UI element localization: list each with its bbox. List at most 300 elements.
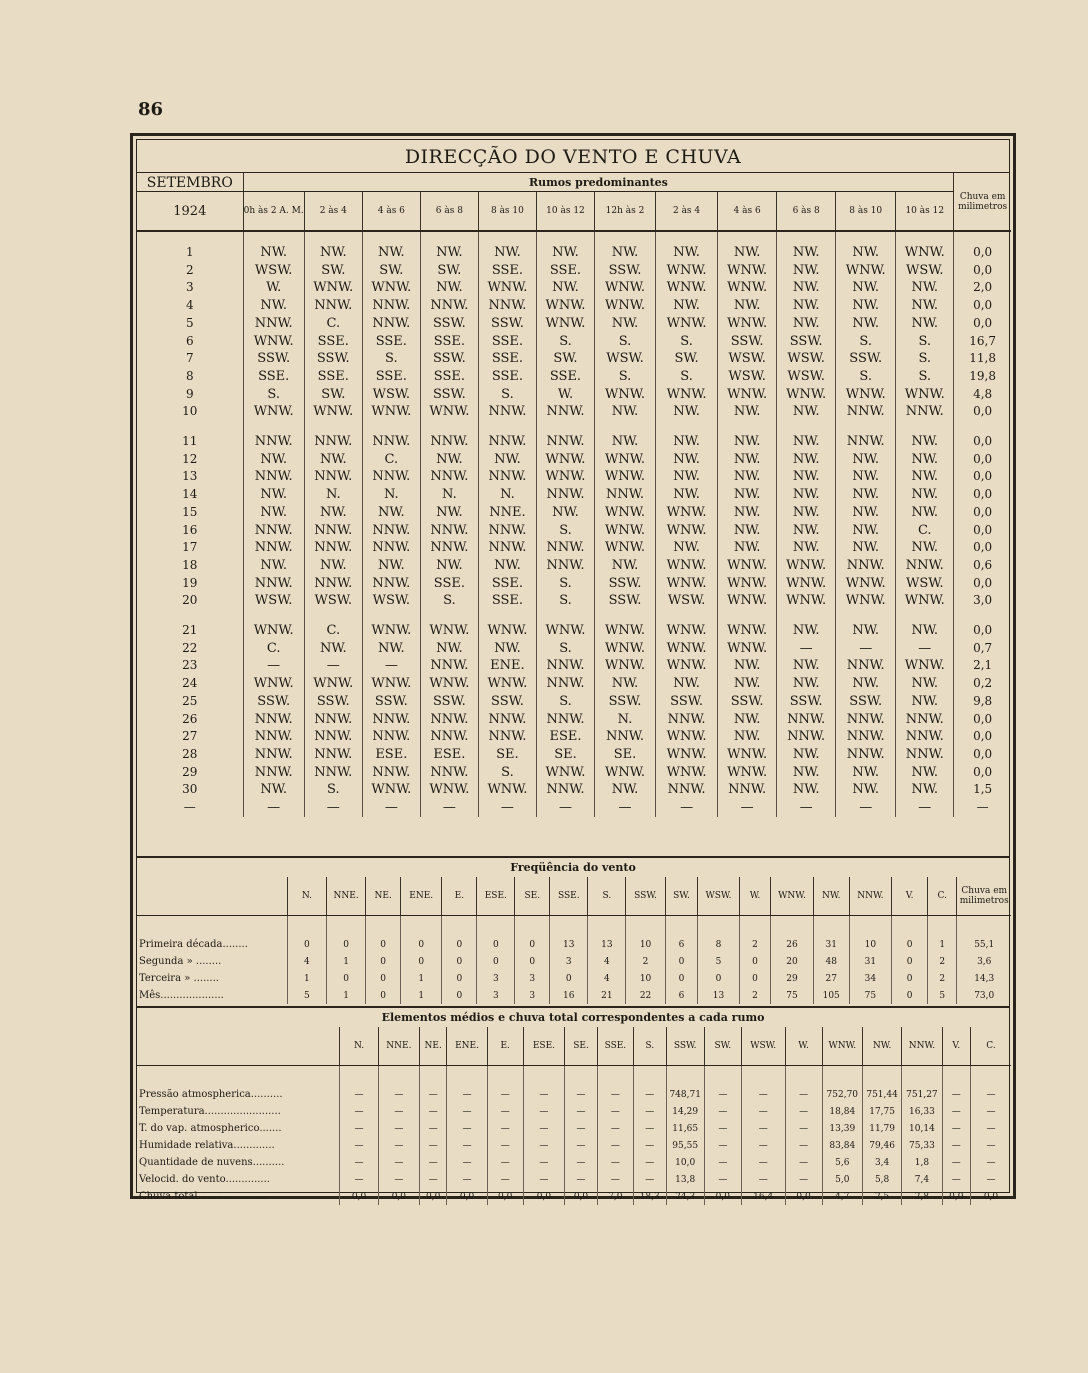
element-cell: — bbox=[704, 1120, 741, 1137]
wind-cell: WNW. bbox=[362, 675, 420, 693]
wind-cell: SSE. bbox=[478, 368, 536, 386]
direction-column-header: WSW. bbox=[741, 1027, 785, 1066]
gap-cell bbox=[718, 610, 777, 622]
wind-cell: WSW. bbox=[362, 386, 420, 404]
day-cell: 8 bbox=[185, 368, 194, 383]
frequency-cell: 0 bbox=[739, 953, 771, 970]
day-cell: 15 bbox=[182, 504, 198, 519]
rain-cell: 0,0 bbox=[954, 315, 1011, 333]
elements-corner bbox=[137, 1027, 340, 1066]
row-label: Pressão atmospherica.......... bbox=[139, 1089, 283, 1100]
element-cell: 24,3 bbox=[666, 1188, 704, 1205]
wind-cell: NW. bbox=[777, 486, 836, 504]
wind-cell: WSW. bbox=[243, 592, 304, 610]
wind-cell: NW. bbox=[243, 297, 304, 315]
element-cell: — bbox=[340, 1137, 378, 1154]
frequency-cell: 20 bbox=[771, 953, 813, 970]
frequency-cell: 0 bbox=[665, 953, 698, 970]
wind-cell: NW. bbox=[777, 539, 836, 557]
rain-cell: 0,0 bbox=[954, 539, 1011, 557]
wind-cell: NNW. bbox=[536, 657, 594, 675]
table-row bbox=[137, 403, 1011, 421]
frequency-cell: 0 bbox=[327, 970, 366, 987]
element-cell: — bbox=[741, 1103, 785, 1120]
wind-cell: WNW. bbox=[478, 279, 536, 297]
element-cell: — bbox=[487, 1120, 523, 1137]
wind-cell: NW. bbox=[718, 486, 777, 504]
table-row bbox=[137, 350, 1011, 368]
gap-cell bbox=[565, 1066, 598, 1087]
wind-cell: NNW. bbox=[836, 746, 896, 764]
wind-cell: NW. bbox=[896, 468, 954, 486]
wind-cell: NNW. bbox=[536, 403, 594, 421]
wind-cell: WNW. bbox=[896, 244, 954, 262]
element-cell: — bbox=[487, 1171, 523, 1188]
wind-cell: NNW. bbox=[304, 297, 362, 315]
wind-cell: NNW. bbox=[243, 539, 304, 557]
wind-cell: NNW. bbox=[420, 711, 478, 729]
wind-cell: C. bbox=[304, 315, 362, 333]
element-cell: — bbox=[378, 1120, 419, 1137]
frequency-cell: 2 bbox=[626, 953, 665, 970]
frequency-title: Freqüência do vento bbox=[137, 856, 1009, 878]
wind-direction-table bbox=[137, 173, 1011, 817]
rain-cell: 73,0 bbox=[957, 987, 1011, 1004]
gap-cell bbox=[597, 1066, 633, 1087]
rain-cell: 9,8 bbox=[954, 693, 1011, 711]
gap-cell bbox=[928, 916, 957, 937]
element-cell: — bbox=[447, 1103, 487, 1120]
table-inner-border bbox=[136, 139, 1010, 1202]
frequency-cell: 2 bbox=[928, 970, 957, 987]
wind-cell: WNW. bbox=[595, 764, 656, 782]
wind-cell: WSW. bbox=[304, 592, 362, 610]
wind-cell: NNW. bbox=[362, 468, 420, 486]
gap-cell bbox=[836, 231, 896, 244]
time-column-header: 12h às 2 bbox=[595, 192, 656, 232]
gap-cell bbox=[137, 421, 243, 433]
wind-cell: NW. bbox=[896, 433, 954, 451]
rain-cell: 0,0 bbox=[954, 522, 1011, 540]
frequency-cell: 6 bbox=[665, 936, 698, 953]
rain-header: Chuva em milimetros bbox=[957, 877, 1011, 916]
wind-cell: WNW. bbox=[595, 386, 656, 404]
day-cell: 13 bbox=[182, 469, 198, 484]
frequency-cell: 48 bbox=[813, 953, 849, 970]
wind-cell: WNW. bbox=[478, 622, 536, 640]
wind-cell: WNW. bbox=[595, 504, 656, 522]
frequency-cell: 2 bbox=[928, 953, 957, 970]
wind-cell: WNW. bbox=[420, 403, 478, 421]
gap-cell bbox=[739, 916, 771, 937]
direction-column-header: N. bbox=[340, 1027, 378, 1066]
day-cell: 6 bbox=[185, 333, 194, 348]
wind-cell: NW. bbox=[836, 675, 896, 693]
wind-cell: NW. bbox=[896, 451, 954, 469]
element-cell: — bbox=[420, 1171, 447, 1188]
gap-cell bbox=[478, 231, 536, 244]
frequency-cell: 10 bbox=[626, 936, 665, 953]
wind-cell: NW. bbox=[836, 279, 896, 297]
wind-cell: SSW. bbox=[304, 350, 362, 368]
wind-cell: S. bbox=[243, 386, 304, 404]
gap-cell bbox=[550, 916, 588, 937]
wind-cell: NNW. bbox=[362, 764, 420, 782]
table-row bbox=[137, 368, 1011, 386]
element-cell: — bbox=[565, 1120, 598, 1137]
wind-cell: SW. bbox=[362, 262, 420, 280]
wind-cell: NNW. bbox=[304, 764, 362, 782]
time-column-header: 6 às 8 bbox=[420, 192, 478, 232]
wind-cell: NW. bbox=[595, 557, 656, 575]
table-row bbox=[137, 746, 1011, 764]
gap-cell bbox=[849, 916, 891, 937]
row-label: Humidade relativa............. bbox=[139, 1140, 275, 1151]
element-cell: — bbox=[633, 1120, 666, 1137]
gap-cell bbox=[633, 1066, 666, 1087]
gap-cell bbox=[813, 916, 849, 937]
element-cell: — bbox=[942, 1120, 970, 1137]
wind-cell: N. bbox=[595, 711, 656, 729]
table-row bbox=[137, 244, 1011, 262]
element-cell: — bbox=[378, 1154, 419, 1171]
wind-cell: SSW. bbox=[777, 693, 836, 711]
element-cell: — bbox=[420, 1120, 447, 1137]
element-cell: — bbox=[970, 1171, 1011, 1188]
frequency-cell: 1 bbox=[327, 953, 366, 970]
frequency-cell: 0 bbox=[401, 953, 442, 970]
element-cell: — bbox=[597, 1137, 633, 1154]
wind-cell: NNW. bbox=[304, 468, 362, 486]
wind-cell: WNW. bbox=[478, 781, 536, 799]
wind-cell: WNW. bbox=[656, 557, 718, 575]
wind-cell: NNW. bbox=[536, 711, 594, 729]
wind-cell: WNW. bbox=[656, 504, 718, 522]
frequency-cell: 8 bbox=[698, 936, 739, 953]
wind-cell: S. bbox=[362, 350, 420, 368]
element-cell: 0,0 bbox=[487, 1188, 523, 1205]
rain-cell: 0,6 bbox=[954, 557, 1011, 575]
wind-cell: NNW. bbox=[595, 728, 656, 746]
direction-column-header: NE. bbox=[366, 877, 401, 916]
wind-cell: WNW. bbox=[362, 403, 420, 421]
frequency-cell: 0 bbox=[442, 953, 477, 970]
wind-cell: S. bbox=[536, 693, 594, 711]
wind-cell: WNW. bbox=[656, 315, 718, 333]
frequency-cell: 1 bbox=[287, 970, 326, 987]
frequency-cell: 0 bbox=[892, 987, 928, 1004]
direction-column-header: NNW. bbox=[849, 877, 891, 916]
element-cell: — bbox=[785, 1137, 822, 1154]
day-cell: 10 bbox=[182, 404, 198, 419]
wind-cell: NNW. bbox=[478, 711, 536, 729]
wind-cell: NW. bbox=[836, 781, 896, 799]
wind-cell: N. bbox=[478, 486, 536, 504]
wind-cell: SSW. bbox=[420, 386, 478, 404]
rain-cell: — bbox=[954, 799, 1011, 817]
wind-cell: NW. bbox=[777, 746, 836, 764]
table-row bbox=[137, 675, 1011, 693]
wind-cell: NW. bbox=[718, 539, 777, 557]
wind-cell: NW. bbox=[896, 504, 954, 522]
wind-cell: SW. bbox=[536, 350, 594, 368]
element-cell: 5,8 bbox=[862, 1171, 901, 1188]
frequency-cell: 0 bbox=[515, 953, 550, 970]
wind-cell: SSW. bbox=[595, 262, 656, 280]
direction-column-header: NNE. bbox=[327, 877, 366, 916]
element-cell: — bbox=[447, 1120, 487, 1137]
wind-cell: S. bbox=[536, 333, 594, 351]
wind-cell: NNW. bbox=[362, 711, 420, 729]
wind-cell: NNW. bbox=[536, 781, 594, 799]
wind-cell: NW. bbox=[243, 451, 304, 469]
rain-cell: 0,0 bbox=[954, 764, 1011, 782]
frequency-cell: 3 bbox=[477, 970, 515, 987]
gap-cell bbox=[478, 421, 536, 433]
wind-cell: — bbox=[718, 799, 777, 817]
wind-cell: N. bbox=[420, 486, 478, 504]
direction-column-header: S. bbox=[588, 877, 626, 916]
wind-cell: NNW. bbox=[243, 728, 304, 746]
element-cell: — bbox=[785, 1120, 822, 1137]
frequency-cell: 3 bbox=[515, 987, 550, 1004]
frequency-cell: 21 bbox=[588, 987, 626, 1004]
gap-cell bbox=[304, 421, 362, 433]
wind-cell: NNW. bbox=[777, 728, 836, 746]
row-gap bbox=[137, 610, 1011, 622]
wind-cell: SSW. bbox=[836, 350, 896, 368]
wind-cell: — bbox=[420, 799, 478, 817]
element-cell: — bbox=[447, 1086, 487, 1103]
wind-cell: WNW. bbox=[777, 557, 836, 575]
wind-cell: SE. bbox=[595, 746, 656, 764]
gap-cell bbox=[447, 1066, 487, 1087]
wind-cell: NW. bbox=[718, 504, 777, 522]
wind-cell: WSW. bbox=[243, 262, 304, 280]
table-row bbox=[137, 386, 1011, 404]
element-cell: — bbox=[378, 1086, 419, 1103]
wind-cell: WNW. bbox=[718, 764, 777, 782]
rain-cell: 16,7 bbox=[954, 333, 1011, 351]
wind-cell: NW. bbox=[777, 522, 836, 540]
wind-cell: NW. bbox=[836, 622, 896, 640]
gap-cell bbox=[536, 421, 594, 433]
element-cell: — bbox=[704, 1086, 741, 1103]
wind-cell: NW. bbox=[896, 539, 954, 557]
wind-cell: NW. bbox=[420, 279, 478, 297]
element-cell: 751,44 bbox=[862, 1086, 901, 1103]
element-cell: — bbox=[970, 1154, 1011, 1171]
direction-column-header: WNW. bbox=[771, 877, 813, 916]
wind-cell: NW. bbox=[656, 433, 718, 451]
element-cell: — bbox=[704, 1137, 741, 1154]
frequency-cell: 3 bbox=[477, 987, 515, 1004]
frequency-cell: 16 bbox=[550, 987, 588, 1004]
gap-cell bbox=[836, 421, 896, 433]
day-cell: 29 bbox=[182, 764, 198, 779]
frequency-cell: 27 bbox=[813, 970, 849, 987]
wind-cell: NW. bbox=[304, 504, 362, 522]
table-row bbox=[137, 1086, 1011, 1103]
wind-cell: WNW. bbox=[420, 622, 478, 640]
wind-cell: NNW. bbox=[896, 711, 954, 729]
element-cell: — bbox=[447, 1137, 487, 1154]
gap-cell bbox=[698, 916, 739, 937]
frequency-cell: 105 bbox=[813, 987, 849, 1004]
direction-column-header: ESE. bbox=[523, 1027, 564, 1066]
frequency-cell: 5 bbox=[287, 987, 326, 1004]
wind-cell: NW. bbox=[478, 451, 536, 469]
day-cell: 30 bbox=[182, 782, 198, 797]
row-label: Quantidade de nuvens.......... bbox=[139, 1157, 285, 1168]
table-row bbox=[137, 504, 1011, 522]
wind-cell: NW. bbox=[718, 711, 777, 729]
table-row bbox=[137, 970, 1011, 987]
wind-cell: NNW. bbox=[718, 781, 777, 799]
element-cell: — bbox=[741, 1154, 785, 1171]
wind-cell: NNW. bbox=[304, 522, 362, 540]
frequency-cell: 2 bbox=[739, 936, 771, 953]
wind-cell: WNW. bbox=[656, 522, 718, 540]
gap-cell bbox=[785, 1066, 822, 1087]
frequency-cell: 0 bbox=[698, 970, 739, 987]
element-cell: — bbox=[942, 1171, 970, 1188]
frequency-cell: 0 bbox=[739, 970, 771, 987]
wind-cell: SSE. bbox=[478, 575, 536, 593]
wind-cell: NW. bbox=[656, 297, 718, 315]
gap-cell bbox=[896, 421, 954, 433]
frequency-cell: 3 bbox=[550, 953, 588, 970]
gap-cell bbox=[515, 916, 550, 937]
wind-cell: N. bbox=[362, 486, 420, 504]
wind-cell: — bbox=[595, 799, 656, 817]
table-row bbox=[137, 1154, 1011, 1171]
wind-cell: NNW. bbox=[304, 746, 362, 764]
gap-cell bbox=[536, 231, 594, 244]
frequency-cell: 0 bbox=[366, 953, 401, 970]
wind-cell: WNW. bbox=[420, 781, 478, 799]
wind-cell: NW. bbox=[536, 279, 594, 297]
table-row bbox=[137, 262, 1011, 280]
wind-cell: SSW. bbox=[478, 315, 536, 333]
wind-cell: WNW. bbox=[420, 675, 478, 693]
element-cell: — bbox=[597, 1120, 633, 1137]
wind-cell: SSW. bbox=[777, 333, 836, 351]
wind-cell: S. bbox=[896, 350, 954, 368]
table-row bbox=[137, 987, 1011, 1004]
element-cell: — bbox=[942, 1103, 970, 1120]
frequency-cell: 10 bbox=[626, 970, 665, 987]
gap-cell bbox=[243, 231, 304, 244]
table-row bbox=[137, 936, 1011, 953]
wind-cell: — bbox=[536, 799, 594, 817]
wind-cell: NW. bbox=[656, 403, 718, 421]
row-label: Primeira década........ bbox=[139, 939, 248, 950]
wind-cell: C. bbox=[304, 622, 362, 640]
rain-cell: 19,8 bbox=[954, 368, 1011, 386]
element-cell: — bbox=[741, 1120, 785, 1137]
element-cell: 0,0 bbox=[785, 1188, 822, 1205]
frequency-cell: 2 bbox=[739, 987, 771, 1004]
wind-cell: SE. bbox=[478, 746, 536, 764]
wind-cell: WNW. bbox=[656, 575, 718, 593]
month-header: SETEMBRO bbox=[137, 173, 243, 192]
wind-cell: NW. bbox=[718, 657, 777, 675]
wind-cell: SSW. bbox=[420, 693, 478, 711]
wind-cell: NW. bbox=[656, 244, 718, 262]
wind-cell: S. bbox=[304, 781, 362, 799]
wind-cell: NW. bbox=[304, 640, 362, 658]
element-cell: — bbox=[523, 1171, 564, 1188]
table-row bbox=[137, 468, 1011, 486]
element-cell: — bbox=[523, 1154, 564, 1171]
wind-cell: NW. bbox=[777, 764, 836, 782]
wind-cell: NNW. bbox=[896, 728, 954, 746]
wind-cell: NW. bbox=[656, 486, 718, 504]
wind-cell: NW. bbox=[656, 675, 718, 693]
wind-cell: WNW. bbox=[595, 622, 656, 640]
wind-cell: NNW. bbox=[362, 539, 420, 557]
gap-cell bbox=[656, 231, 718, 244]
element-cell: 0,0 bbox=[970, 1188, 1011, 1205]
gap-cell bbox=[896, 610, 954, 622]
gap-cell bbox=[478, 610, 536, 622]
wind-cell: C. bbox=[243, 640, 304, 658]
day-cell: 28 bbox=[182, 746, 198, 761]
gap-cell bbox=[378, 1066, 419, 1087]
day-cell: 7 bbox=[185, 351, 194, 366]
element-cell: — bbox=[785, 1086, 822, 1103]
wind-cell: WSW. bbox=[718, 368, 777, 386]
wind-cell: NW. bbox=[836, 486, 896, 504]
wind-cell: SSW. bbox=[718, 693, 777, 711]
wind-cell: NW. bbox=[896, 297, 954, 315]
frequency-cell: 31 bbox=[813, 936, 849, 953]
wind-cell: SSW. bbox=[656, 693, 718, 711]
direction-column-header: V. bbox=[942, 1027, 970, 1066]
wind-cell: WNW. bbox=[896, 386, 954, 404]
frequency-cell: 1 bbox=[327, 987, 366, 1004]
wind-cell: WNW. bbox=[718, 592, 777, 610]
wind-cell: WNW. bbox=[656, 262, 718, 280]
wind-cell: NW. bbox=[777, 781, 836, 799]
wind-cell: NNE. bbox=[478, 504, 536, 522]
element-cell: — bbox=[970, 1086, 1011, 1103]
time-column-header: 2 às 4 bbox=[656, 192, 718, 232]
time-column-header: 4 às 6 bbox=[362, 192, 420, 232]
day-cell: 27 bbox=[182, 729, 198, 744]
direction-column-header: C. bbox=[970, 1027, 1011, 1066]
frequency-cell: 0 bbox=[515, 936, 550, 953]
wind-cell: WSW. bbox=[362, 592, 420, 610]
frequency-cell: 0 bbox=[366, 970, 401, 987]
wind-cell: WNW. bbox=[536, 315, 594, 333]
frequency-cell: 6 bbox=[665, 987, 698, 1004]
rain-cell: 0,0 bbox=[954, 622, 1011, 640]
gap-cell bbox=[420, 421, 478, 433]
table-row bbox=[137, 728, 1011, 746]
wind-cell: WNW. bbox=[656, 279, 718, 297]
wind-cell: SSW. bbox=[595, 575, 656, 593]
frequency-cell: 34 bbox=[849, 970, 891, 987]
wind-cell: NW. bbox=[836, 504, 896, 522]
wind-cell: NW. bbox=[896, 764, 954, 782]
wind-cell: NNW. bbox=[777, 711, 836, 729]
frequency-cell: 13 bbox=[698, 987, 739, 1004]
element-cell: — bbox=[597, 1103, 633, 1120]
wind-cell: ESE. bbox=[536, 728, 594, 746]
frequency-cell: 75 bbox=[771, 987, 813, 1004]
